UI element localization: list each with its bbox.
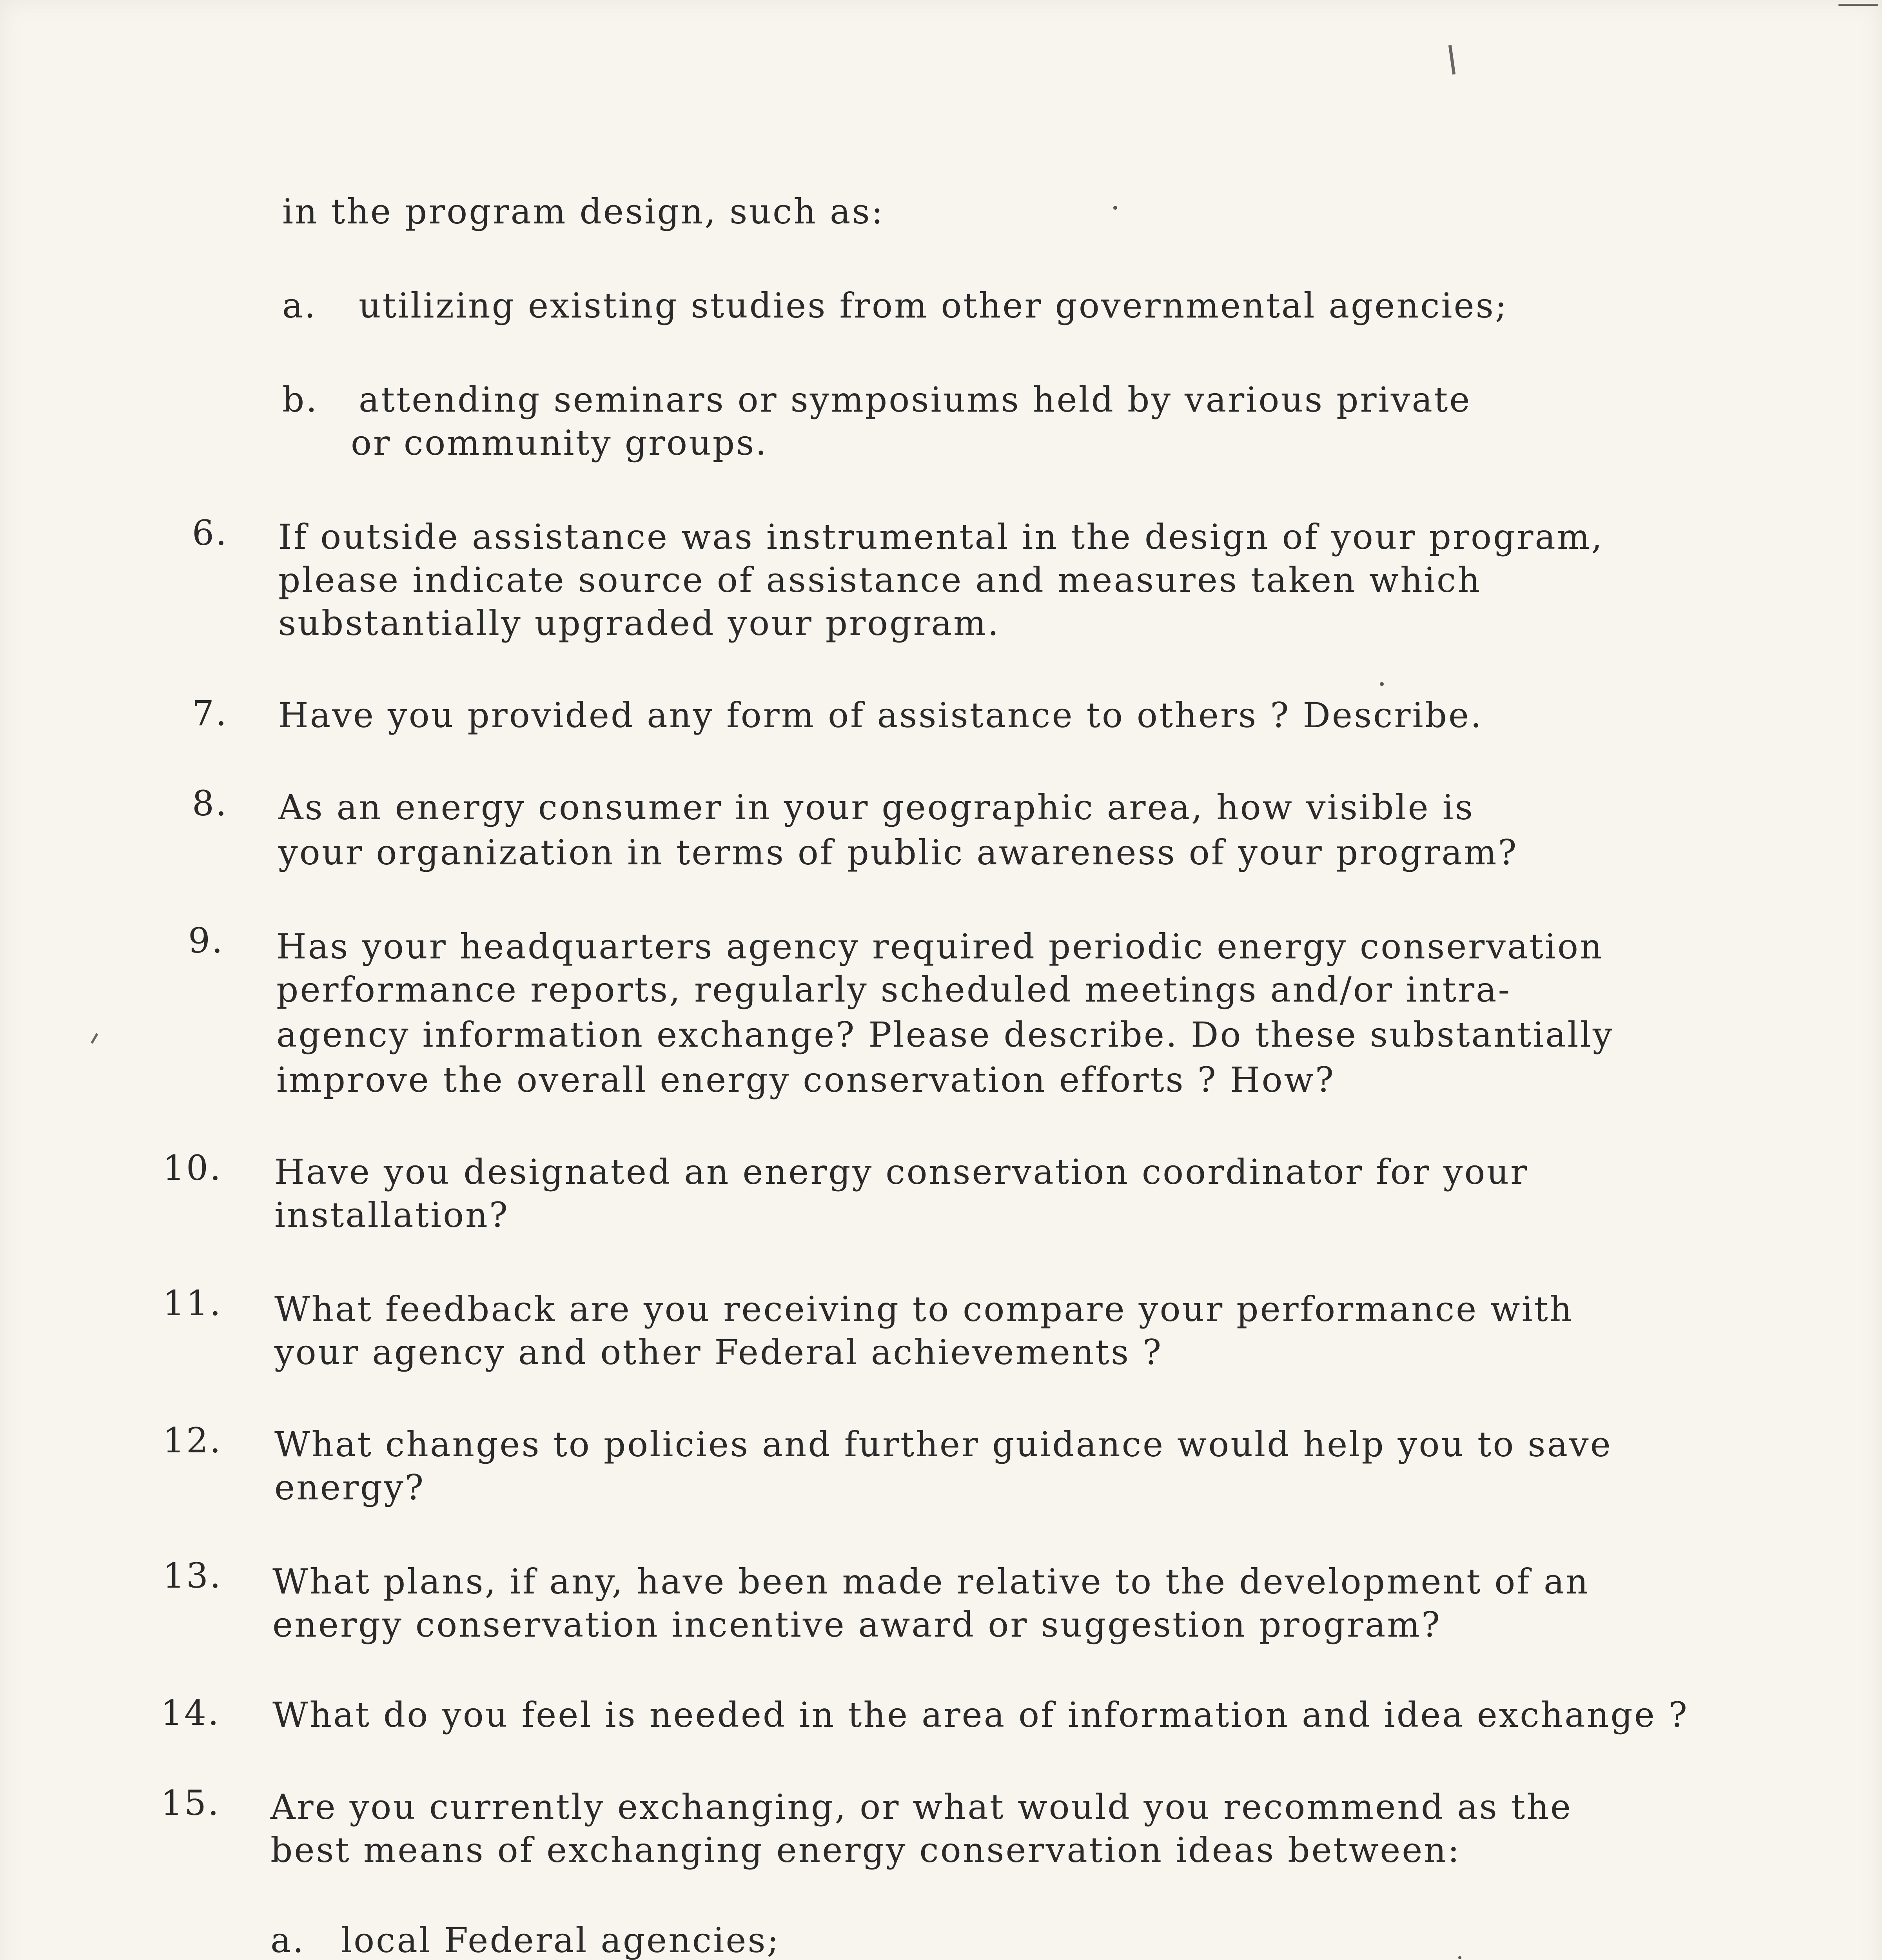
question-10-line-1: Have you designated an energy conservation coordinator for your [274,1152,1529,1192]
question-13-line-2: energy conservation incentive award or suggestion program? [272,1604,1441,1645]
q15-item-a-label: a. [270,1920,305,1960]
question-6-number: 6. [192,513,228,553]
question-7-number: 7. [192,693,228,733]
question-9-number: 9. [188,920,224,961]
question-10-line-2: installation? [274,1195,509,1235]
question-9-line-4: improve the overall energy conservation efforts ? How? [276,1060,1336,1100]
question-12-line-1: What changes to policies and further guidance would help you to save [274,1424,1612,1465]
question-14-line-1: What do you feel is needed in the area of information and idea exchange ? [272,1695,1689,1735]
intro-line: in the program design, such as: [282,191,885,232]
question-14-number: 14. [161,1693,220,1733]
scan-mark-corner [1838,4,1878,6]
question-9-line-1: Has your headquarters agency required periodic energy conservation [276,926,1604,967]
q15-item-a-text: local Federal agencies; [341,1920,780,1960]
question-6-line-2: please indicate source of assistance and measures taken which [278,560,1481,600]
question-7-line-1: Have you provided any form of assistance to others ? Describe. [278,695,1483,735]
question-9-line-3: agency information exchange? Please describe. Do these substantially [276,1014,1614,1055]
scan-mark-left [91,1033,98,1044]
question-15-line-2: best means of exchanging energy conservation ideas between: [270,1830,1461,1870]
question-8-number: 8. [192,783,228,824]
question-6-line-3: substantially upgraded your program. [278,603,1000,643]
question-9-line-2: performance reports, regularly scheduled meetings and/or intra- [276,969,1512,1010]
question-8-line-2: your organization in terms of public awareness of your program? [278,832,1518,873]
question-13-line-1: What plans, if any, have been made relative to the development of an [272,1561,1590,1602]
question-12-line-2: energy? [274,1467,425,1508]
scan-dot-3 [1458,1956,1461,1959]
scan-mark-top [1448,45,1456,74]
intro-item-b-line-2: or community groups. [351,423,768,463]
intro-item-b-line-1: attending seminars or symposiums held by various private [359,379,1472,420]
question-11-number: 11. [163,1283,222,1323]
question-10-number: 10. [163,1148,222,1188]
scan-dot-1 [1113,206,1117,210]
question-13-number: 13. [163,1555,222,1596]
scan-dot-2 [1380,682,1384,686]
question-12-number: 12. [163,1420,222,1461]
question-8-line-1: As an energy consumer in your geographic area, how visible is [278,787,1474,828]
question-6-line-1: If outside assistance was instrumental in the design of your program, [278,517,1604,557]
question-11-line-2: your agency and other Federal achievements ? [274,1332,1163,1372]
intro-item-a-label: a. [282,285,317,326]
question-11-line-1: What feedback are you receiving to compare your performance with [274,1289,1573,1329]
question-15-number: 15. [161,1783,220,1823]
intro-item-b-label: b. [282,379,319,420]
question-15-line-1: Are you currently exchanging, or what would you recommend as the [270,1787,1572,1827]
intro-item-a-line-1: utilizing existing studies from other governmental agencies; [359,285,1508,326]
